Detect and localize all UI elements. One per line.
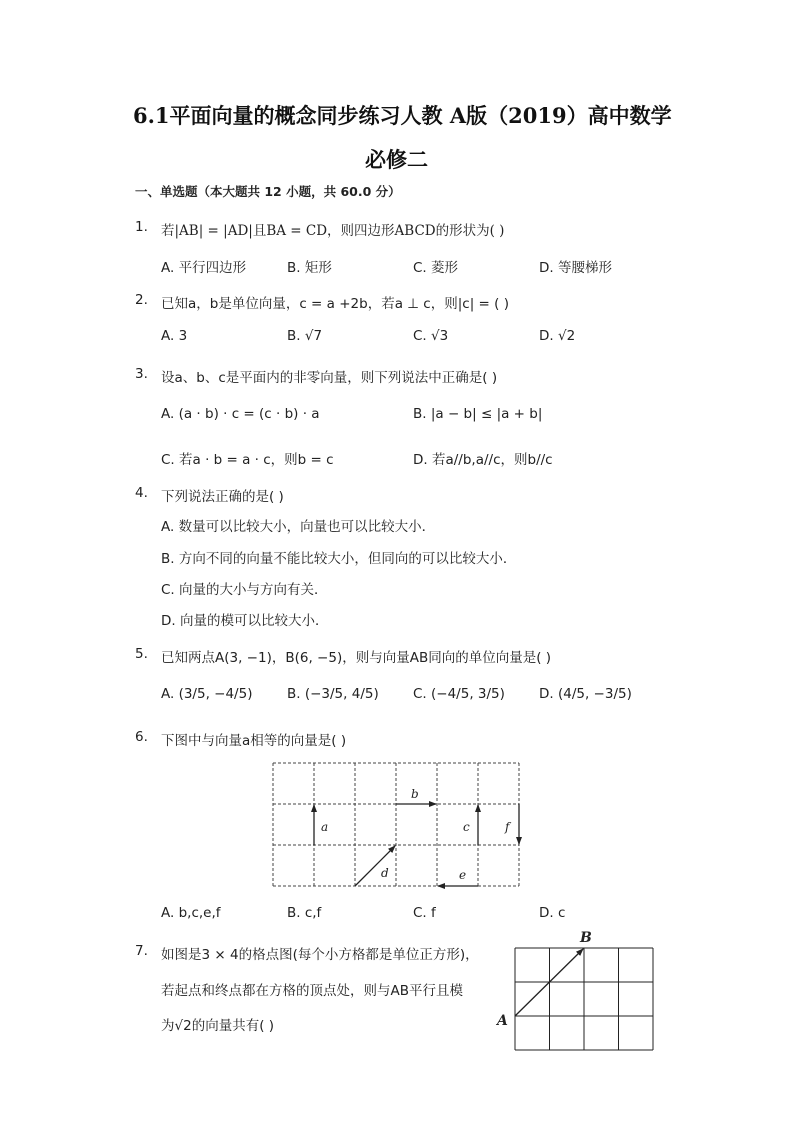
option-b[interactable]: B. √7 — [287, 328, 323, 344]
option-c[interactable]: C. (−4/5, 3/5) — [413, 686, 505, 702]
vector-a-label: a — [321, 820, 329, 834]
option-c[interactable]: C. 菱形 — [413, 260, 459, 276]
option-c[interactable]: C. f — [413, 905, 436, 921]
question-7-stem-line3: 为√2的向量共有( ) — [161, 1018, 275, 1034]
option-a[interactable]: A. 3 — [161, 328, 188, 344]
option-a[interactable]: A. (3/5, −4/5) — [161, 686, 253, 702]
question-1-stem: 若|AB| = |AD|且BA = CD，则四边形ABCD的形状为( ) — [161, 223, 505, 239]
lattice-grid-figure — [515, 948, 655, 1052]
vector-d-arrow — [355, 846, 395, 886]
option-c[interactable]: C. 向量的大小与方向有关． — [161, 582, 328, 598]
option-d[interactable]: D. 若a//b,a//c，则b//c — [413, 452, 553, 468]
question-number: 7. — [135, 943, 148, 959]
page-title: 6.1平面向量的概念同步练习人教 A版（2019）高中数学 — [133, 103, 672, 128]
option-c[interactable]: C. √3 — [413, 328, 449, 344]
option-b[interactable]: B. c,f — [287, 905, 322, 921]
vector-b-label: b — [411, 787, 419, 801]
option-d[interactable]: D. (4/5, −3/5) — [539, 686, 632, 702]
vector-c-label: c — [463, 820, 470, 834]
page-subtitle: 必修二 — [365, 147, 428, 172]
question-3-stem: 设a、b、c是平面内的非零向量，则下列说法中正确是( ) — [161, 370, 498, 386]
option-a[interactable]: A. 平行四边形 — [161, 260, 247, 276]
vector-d-label: d — [381, 866, 389, 880]
question-number: 5. — [135, 646, 148, 662]
question-7-stem-line2: 若起点和终点都在方格的顶点处，则与AB平行且模 — [161, 983, 463, 999]
question-5-stem: 已知两点A(3, −1)，B(6, −5)，则与向量AB同向的单位向量是( ) — [161, 650, 552, 666]
point-a-label: A — [497, 1013, 508, 1029]
vector-f-label: f — [505, 820, 510, 834]
question-number: 1. — [135, 219, 148, 235]
question-7-stem-line1: 如图是3 × 4的格点图(每个小方格都是单位正方形)， — [161, 947, 479, 963]
section-heading: 一、单选题（本大题共 12 小题，共 60.0 分） — [135, 184, 401, 199]
option-d[interactable]: D. 向量的模可以比较大小． — [161, 613, 329, 629]
option-b[interactable]: B. 矩形 — [287, 260, 332, 276]
option-a[interactable]: A. 数量可以比较大小，向量也可以比较大小． — [161, 519, 436, 535]
option-d[interactable]: D. 等腰梯形 — [539, 260, 612, 276]
question-2-stem: 已知a，b是单位向量，c = a +2b，若a ⊥ c，则|c| = ( ) — [161, 296, 509, 312]
option-b[interactable]: B. |a − b| ≤ |a + b| — [413, 406, 543, 422]
question-number: 2. — [135, 292, 148, 308]
option-b[interactable]: B. (−3/5, 4/5) — [287, 686, 379, 702]
question-number: 6. — [135, 729, 148, 745]
option-d[interactable]: D. √2 — [539, 328, 576, 344]
option-a[interactable]: A. b,c,e,f — [161, 905, 221, 921]
point-b-label: B — [580, 930, 592, 946]
question-6-stem: 下图中与向量a相等的向量是( ) — [161, 733, 347, 749]
option-c[interactable]: C. 若a · b = a · c，则b = c — [161, 452, 334, 468]
question-number: 4. — [135, 485, 148, 501]
question-number: 3. — [135, 366, 148, 382]
vector-e-label: e — [459, 868, 467, 882]
option-b[interactable]: B. 方向不同的向量不能比较大小，但同向的可以比较大小． — [161, 551, 517, 567]
option-a[interactable]: A. (a · b) · c = (c · b) · a — [161, 406, 320, 422]
vector-grid-figure — [273, 763, 519, 887]
question-4-stem: 下列说法正确的是( ) — [161, 489, 284, 505]
option-d[interactable]: D. c — [539, 905, 566, 921]
